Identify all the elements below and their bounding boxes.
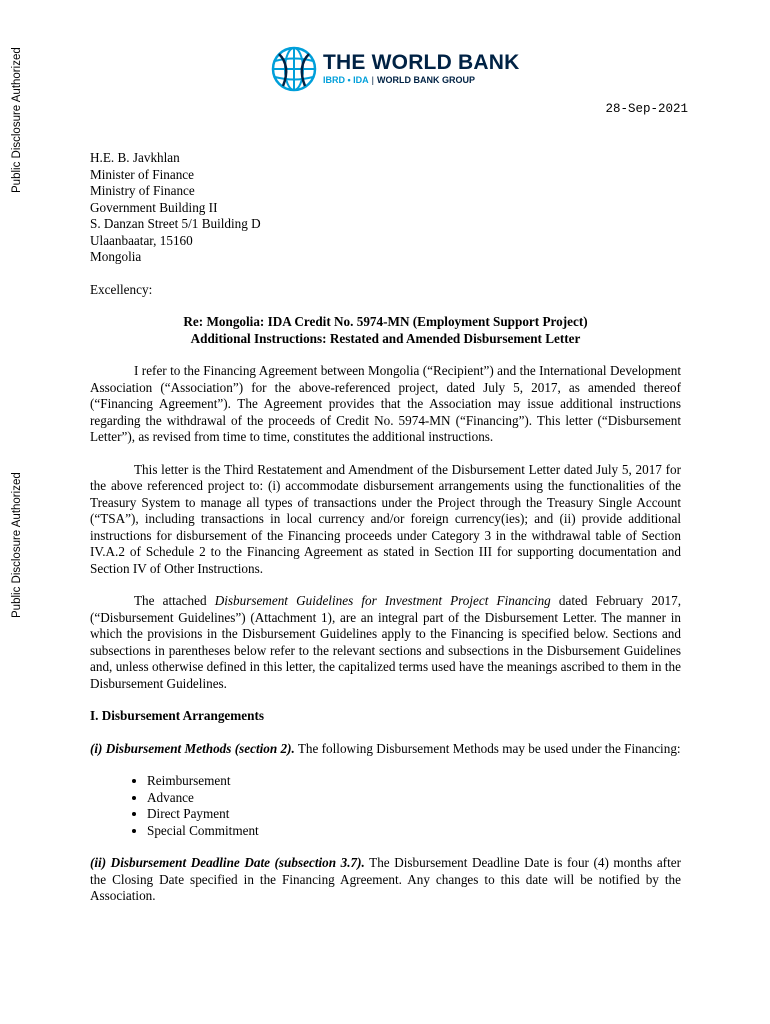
- letter-date: 28-Sep-2021: [605, 102, 688, 116]
- disclosure-label-top: Public Disclosure Authorized: [11, 47, 23, 193]
- salutation: Excellency:: [90, 281, 153, 297]
- guidelines-title: Disbursement Guidelines for Investment Project Financing: [214, 593, 551, 608]
- address-line: Ulaanbaatar, 15160: [90, 232, 193, 248]
- deadline-paragraph: [90, 855, 681, 905]
- paragraph-2: This letter is the Third Restatement and Amendment of the Disbursement Letter dated July 5, 2017 for the above referenced project to: (i) accommodate disbursement arrangements using the functionalities of the Treasury System to manage all types of transactions under the Project through the Treasury Single Account (“TSA”), including transactions in local currency and/or foreign currency(ies); and (ii) provide additional instructions for disbursement of the Financing proceeds under Category 3 in the withdrawal table of Section IV.A.2 of Schedule 2 to the Financing Agreement as stated in Section III for supporting documentation and Section IV of Other Instructions.: [90, 461, 681, 576]
- logo-subtitle-group: WORLD BANK GROUP: [377, 75, 475, 85]
- address-line: S. Danzan Street 5/1 Building D: [90, 216, 261, 231]
- list-item: • Special Commitment: [147, 823, 681, 840]
- disclosure-label-middle: Public Disclosure Authorized: [11, 472, 23, 618]
- list-item: • Direct Payment: [147, 806, 681, 823]
- paragraph-3: [90, 593, 681, 692]
- logo-subtitle-separator: |: [371, 75, 374, 85]
- section-heading: I. Disbursement Arrangements: [90, 708, 264, 723]
- paragraph-1: I refer to the Financing Agreement between Mongolia (“Recipient”) and the International Development Association (“Association”) for the above-referenced project, dated July 5, 2017, as amended thereof (“Financing Agreement”). The Agreement provides that the Association may issue additional instructions regarding the withdrawal of the proceeds of Credit No. 5974-MN (“Financing”). This letter (“Disbursement Letter”), as revised from time to time, constitutes the additional instructions.: [90, 363, 681, 444]
- disbursement-methods-list: [90, 773, 681, 839]
- address-line: Ministry of Finance: [90, 183, 195, 198]
- disbursement-methods-paragraph: [90, 741, 681, 758]
- subject-line-2: Additional Instructions: Restated and Amended Disbursement Letter: [190, 330, 581, 346]
- address-line: H.E. B. Javkhlan: [90, 150, 180, 165]
- world-bank-logo: [271, 46, 519, 92]
- subject-block: [90, 314, 681, 347]
- address-line: Mongolia: [90, 249, 142, 264]
- globe-icon: [271, 46, 317, 92]
- disbursement-methods-text: The following Disbursement Methods may be used under the Financing:: [294, 740, 681, 756]
- letter-body: [90, 150, 681, 905]
- disbursement-methods-lead: (i) Disbursement Methods (section 2).: [90, 740, 295, 756]
- logo-subtitle-ibrd-ida: IBRD • IDA: [323, 75, 369, 85]
- logo-title: THE WORLD BANK: [323, 51, 520, 74]
- recipient-address: [90, 150, 681, 266]
- address-line: Minister of Finance: [90, 166, 195, 182]
- subject-line-1: Re: Mongolia: IDA Credit No. 5974-MN (Employment Support Project): [183, 314, 588, 329]
- list-item: • Advance: [147, 790, 681, 807]
- deadline-text: The Disbursement Deadline Date is four (4) months after the Closing Date specified in the Financing Agreement. Any changes to this date will be notified by the Association.: [90, 855, 681, 903]
- address-line: Government Building II: [90, 199, 218, 215]
- list-item: • Reimbursement: [147, 773, 681, 790]
- paragraph-3-after: dated February 2017, (“Disbursement Guidelines”) (Attachment 1), are an integral part of the Disbursement Letter. The manner in which the provisions in the Disbursement Guidelines apply to the Financing is specified below. Sections and subsections in parentheses below refer to the relevant sections and subsections in the Disbursement Guidelines and, unless otherwise defined in this letter, the capitalized terms used have the meanings ascribed to them in the Disbursement Guidelines.: [90, 593, 681, 691]
- deadline-lead: (ii) Disbursement Deadline Date (subsection 3.7).: [90, 855, 365, 870]
- paragraph-3-before: The attached: [134, 593, 215, 608]
- logo-subtitle: [323, 74, 519, 86]
